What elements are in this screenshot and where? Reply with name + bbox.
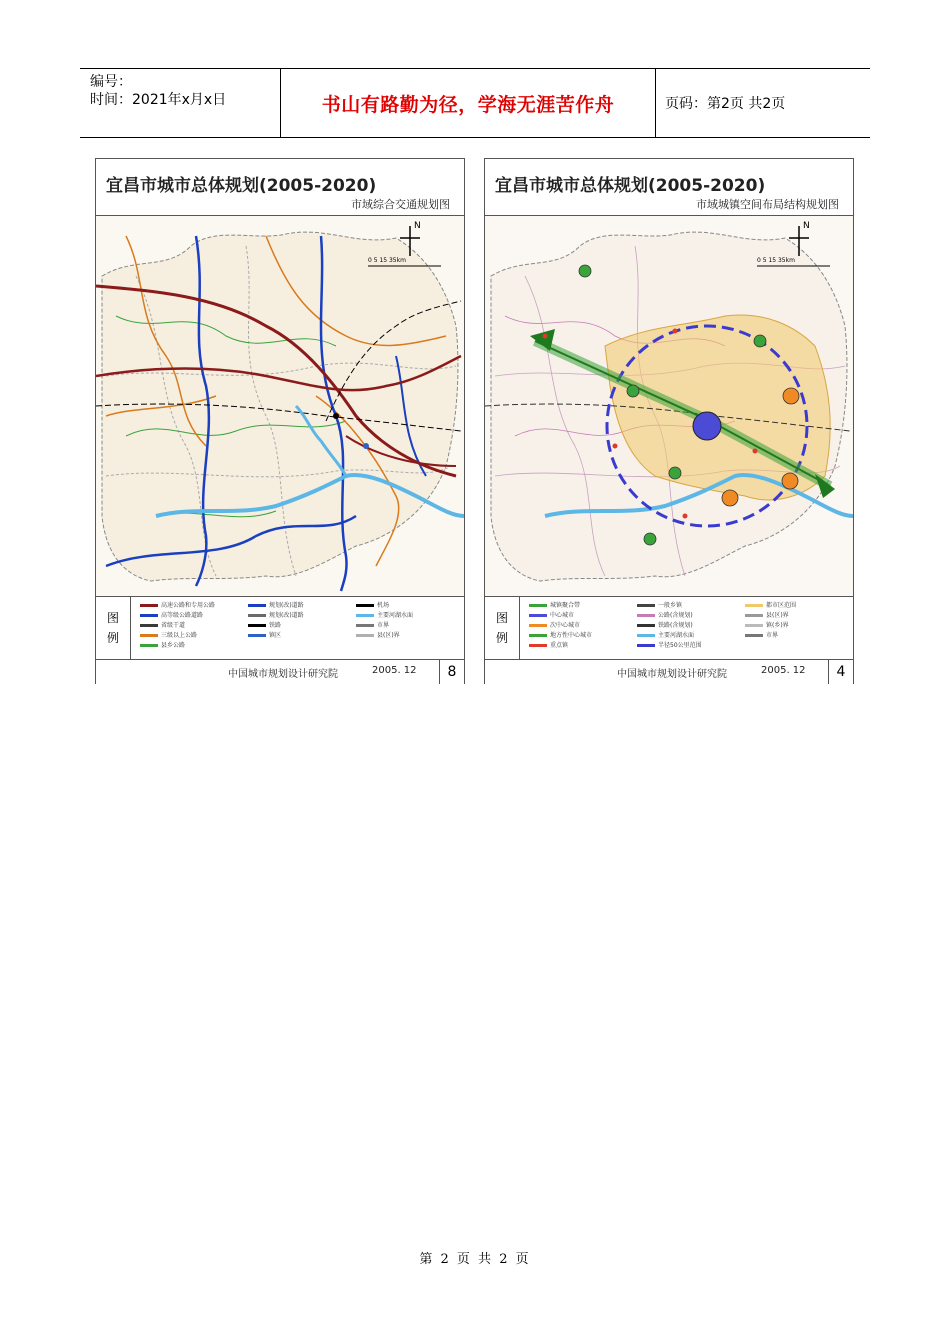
transport-map-panel — [95, 158, 465, 684]
legend-swatch — [637, 624, 655, 627]
map-organization: 中国城市规划设计研究院 — [617, 669, 727, 680]
legend-swatch — [745, 634, 763, 637]
legend-item — [356, 611, 460, 620]
legend-item — [529, 641, 633, 650]
legend-swatch — [637, 604, 655, 607]
map-legend — [96, 596, 464, 659]
legend-swatch — [529, 604, 547, 607]
map-organization: 中国城市规划设计研究院 — [228, 669, 338, 680]
map-legend — [485, 596, 853, 659]
legend-swatch — [637, 644, 655, 647]
map-title: 宜昌市城市总体规划(2005-2020) — [106, 176, 377, 196]
legend-swatch — [529, 634, 547, 637]
legend-title — [485, 597, 520, 659]
map-footer — [485, 659, 853, 684]
legend-swatch — [745, 604, 763, 607]
map-date: 2005. 12 — [372, 665, 417, 676]
legend-label: 都市区范围 — [766, 602, 797, 609]
motto-text: 书山有路勤为径，学海无涯苦作舟 — [321, 93, 615, 116]
legend-label: 铁路(含规划) — [658, 622, 693, 629]
legend-label: 规划(改)道路 — [269, 602, 304, 609]
legend-item — [637, 611, 741, 620]
legend-item — [140, 631, 244, 640]
map-title: 宜昌市城市总体规划(2005-2020) — [495, 176, 766, 196]
legend-item — [140, 641, 244, 650]
legend-label: 一般乡镇 — [658, 602, 683, 609]
map-title-block — [96, 159, 464, 216]
legend-item — [248, 621, 352, 630]
legend-swatch — [140, 644, 158, 647]
legend-item — [248, 631, 352, 640]
legend-label: 铁路 — [269, 622, 282, 629]
legend-item — [356, 601, 460, 610]
legend-item — [637, 641, 741, 650]
spatial-layout-map-panel — [484, 158, 854, 684]
map-number: 4 — [828, 660, 853, 684]
legend-item — [745, 601, 849, 610]
legend-swatch — [356, 634, 374, 637]
legend-label: 半径50公里范围 — [658, 642, 702, 649]
legend-title-char-2: 例 — [495, 631, 508, 645]
legend-item — [140, 621, 244, 630]
legend-item — [248, 611, 352, 620]
legend-label: 地方性中心城市 — [550, 632, 593, 639]
legend-label: 县(区)界 — [766, 612, 789, 619]
legend-item — [529, 601, 633, 610]
legend-label: 县乡公路 — [161, 642, 186, 649]
svg-text:N: N — [414, 221, 421, 231]
legend-item — [140, 611, 244, 620]
legend-item — [529, 611, 633, 620]
time-label: 时间：2021年x月x日 — [90, 92, 227, 108]
legend-swatch — [140, 634, 158, 637]
legend-label: 市界 — [766, 632, 779, 639]
legend-title-char-1: 图 — [495, 611, 508, 625]
legend-label: 省级干道 — [161, 622, 186, 629]
legend-swatch — [745, 614, 763, 617]
legend-label: 重点镇 — [550, 642, 569, 649]
legend-title — [96, 597, 131, 659]
legend-swatch — [356, 624, 374, 627]
legend-label: 主要河湖水面 — [658, 632, 695, 639]
legend-item — [140, 601, 244, 610]
legend-label: 市界 — [377, 622, 390, 629]
map-date: 2005. 12 — [761, 665, 806, 676]
legend-item — [248, 601, 352, 610]
legend-label: 规划(改)道路 — [269, 612, 304, 619]
legend-swatch — [248, 614, 266, 617]
legend-item — [637, 631, 741, 640]
legend-item — [637, 621, 741, 630]
legend-label: 中心城市 — [550, 612, 575, 619]
legend-swatch — [248, 624, 266, 627]
legend-item — [637, 601, 741, 610]
header-motto-cell — [280, 69, 656, 137]
legend-swatch — [745, 624, 763, 627]
legend-label: 镇(乡)界 — [766, 622, 789, 629]
legend-title-char-2: 例 — [106, 631, 119, 645]
legend-label: 主要河湖水面 — [377, 612, 414, 619]
legend-swatch — [529, 614, 547, 617]
legend-swatch — [140, 614, 158, 617]
legend-label: 高等级公路道路 — [161, 612, 204, 619]
number-label: 编号： — [90, 74, 132, 90]
legend-item — [745, 611, 849, 620]
transport-map-image — [96, 216, 464, 596]
header-meta — [80, 69, 280, 137]
legend-label: 公路(含规划) — [658, 612, 693, 619]
legend-swatch — [637, 614, 655, 617]
legend-label: 次中心城市 — [550, 622, 581, 629]
legend-swatch — [356, 614, 374, 617]
map-subtitle: 市域城镇空间布局结构规划图 — [696, 198, 839, 211]
legend-swatch — [140, 624, 158, 627]
legend-label: 城镇聚合带 — [550, 602, 581, 609]
svg-text:N: N — [803, 221, 810, 231]
legend-swatch — [248, 604, 266, 607]
spatial-layout-map-image — [485, 216, 853, 596]
legend-item — [356, 621, 460, 630]
legend-item — [745, 621, 849, 630]
svg-text:0 5 15 35km: 0 5 15 35km — [368, 257, 406, 264]
document-header — [80, 68, 870, 138]
legend-swatch — [356, 604, 374, 607]
legend-label: 高速公路和专用公路 — [161, 602, 216, 609]
svg-text:0 5 15 35km: 0 5 15 35km — [757, 257, 795, 264]
legend-items — [140, 601, 460, 650]
legend-swatch — [529, 624, 547, 627]
legend-label: 机场 — [377, 602, 390, 609]
legend-item — [529, 631, 633, 640]
legend-title-char-1: 图 — [106, 611, 119, 625]
legend-swatch — [529, 644, 547, 647]
legend-label: 三级以上公路 — [161, 632, 198, 639]
legend-swatch — [637, 634, 655, 637]
legend-swatch — [140, 604, 158, 607]
page-footer: 第 2 页 共 2 页 — [419, 1252, 531, 1267]
map-number: 8 — [439, 660, 464, 684]
legend-item — [529, 621, 633, 630]
legend-label: 镇区 — [269, 632, 282, 639]
map-subtitle: 市域综合交通规划图 — [351, 198, 450, 211]
legend-item — [745, 631, 849, 640]
map-footer — [96, 659, 464, 684]
legend-items — [529, 601, 849, 650]
legend-swatch — [248, 634, 266, 637]
legend-item — [356, 631, 460, 640]
page-info: 页码：第2页 共2页 — [665, 96, 786, 112]
legend-label: 县(区)界 — [377, 632, 400, 639]
map-title-block — [485, 159, 853, 216]
